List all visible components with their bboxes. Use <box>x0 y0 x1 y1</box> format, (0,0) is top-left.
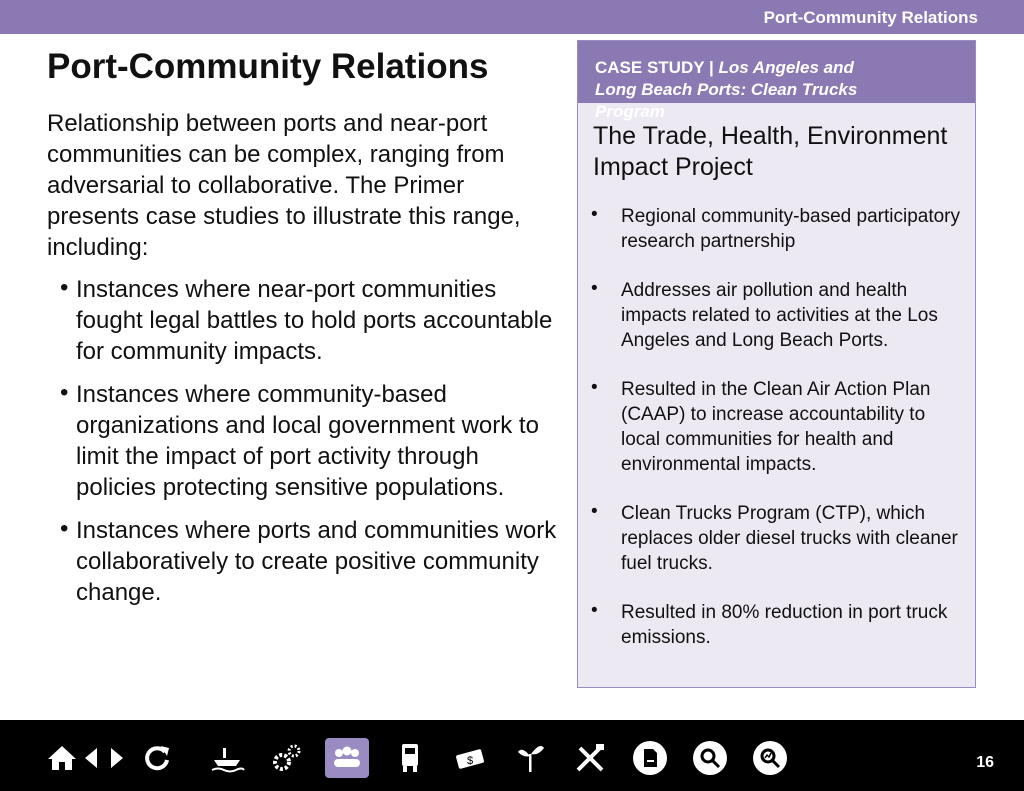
case-study-title: The Trade, Health, Environment Impact Project <box>593 122 948 181</box>
case-study-item: • Regional community-based participatory research partnership <box>590 204 960 254</box>
page-number: 16 <box>976 754 994 771</box>
gears-icon[interactable] <box>265 738 309 778</box>
next-icon[interactable] <box>104 738 130 778</box>
case-study-heading <box>595 57 895 123</box>
case-study-card <box>577 40 976 688</box>
top-bar <box>0 0 1024 34</box>
section-title: Port-Community Relations <box>763 8 978 27</box>
intro-paragraph: Relationship between ports and near-port communities can be complex, ranging from adversarial to collaborative. The Primer presents case studies to illustrate this range, including: <box>47 110 521 261</box>
bullet-list <box>60 274 560 620</box>
prev-icon[interactable] <box>78 738 104 778</box>
chart-search-icon[interactable] <box>748 738 792 778</box>
refresh-icon[interactable] <box>135 738 179 778</box>
case-study-item: • Resulted in the Clean Air Action Plan (CAAP) to increase accountability to local communities for health and environmental impacts. <box>590 377 960 477</box>
case-study-subtitle: Los Angeles and Long Beach Ports: Clean Trucks Program <box>595 58 858 121</box>
page-title: Port-Community Relations <box>47 47 489 86</box>
case-study-header <box>578 41 975 121</box>
case-study-item: • Resulted in 80% reduction in port truck emissions. <box>590 600 960 650</box>
document-icon[interactable] <box>628 738 672 778</box>
ship-icon[interactable] <box>205 738 249 778</box>
truck-icon[interactable] <box>388 738 432 778</box>
search-icon[interactable] <box>688 738 732 778</box>
bullet-item: • Instances where community-based organizations and local government work to limit the impact of port activity through policies protecting sensitive populations. <box>60 379 560 503</box>
tools-icon[interactable] <box>568 738 612 778</box>
case-study-list <box>590 204 960 674</box>
people-icon[interactable] <box>325 738 369 778</box>
plant-icon[interactable] <box>508 738 552 778</box>
bullet-item: • Instances where near-port communities fought legal battles to hold ports accountable for community impacts. <box>60 274 560 367</box>
case-study-item: • Addresses air pollution and health impacts related to activities at the Los Angeles and Long Beach Ports. <box>590 278 960 353</box>
case-study-item: • Clean Trucks Program (CTP), which replaces older diesel trucks with cleaner fuel trucks. <box>590 501 960 576</box>
money-icon[interactable] <box>448 738 492 778</box>
case-study-label: CASE STUDY | <box>595 58 714 77</box>
bullet-item: • Instances where ports and communities work collaboratively to create positive community change. <box>60 515 560 608</box>
svg-text:$: $ <box>466 755 474 767</box>
